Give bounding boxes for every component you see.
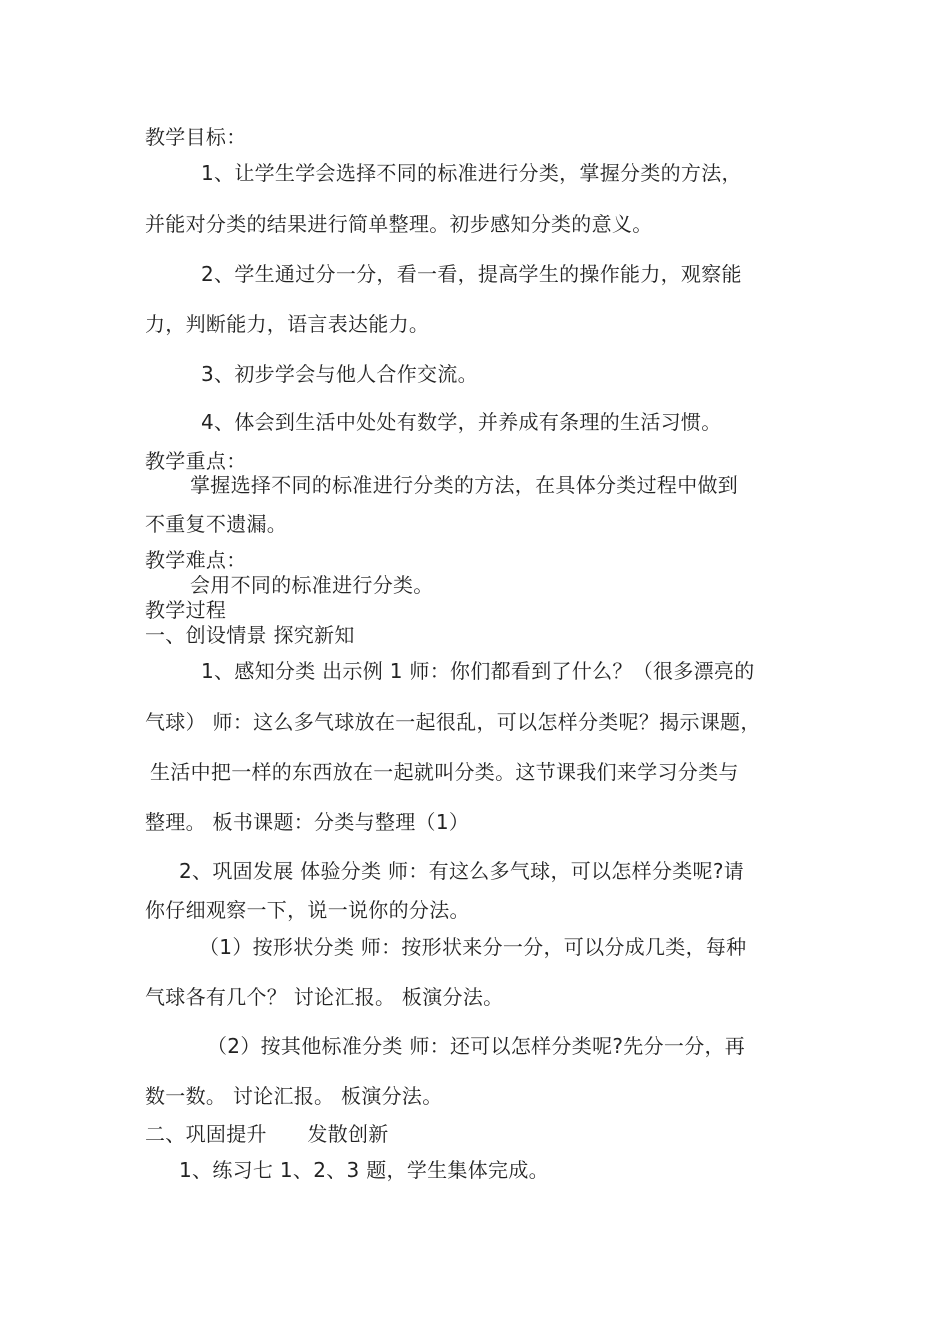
objectives-heading: 教学目标：: [145, 125, 247, 149]
key-point-line1: 掌握选择不同的标准进行分类的方法，在具体分类过程中做到: [190, 473, 739, 497]
objective-2-line2: 力，判断能力，语言表达能力。: [145, 312, 430, 336]
objective-1-line2: 并能对分类的结果进行简单整理。初步感知分类的意义。: [145, 212, 653, 236]
objective-2-line1: 2、学生通过分一分，看一看，提高学生的操作能力，观察能: [201, 262, 742, 286]
step-1-line4: 整理。 板书课题：分类与整理（1）: [145, 810, 470, 834]
step-2a-line1: （1）按形状分类 师：按形状来分一分，可以分成几类，每种: [199, 935, 747, 959]
section-2-heading: 二、巩固提升 发散创新: [145, 1122, 389, 1146]
process-heading: 教学过程: [145, 598, 227, 622]
objective-3: 3、初步学会与他人合作交流。: [201, 362, 478, 386]
key-point-line2: 不重复不遗漏。: [145, 512, 288, 536]
section-1-heading: 一、创设情景 探究新知: [145, 623, 355, 647]
step-2a-line2: 气球各有几个？ 讨论汇报。 板演分法。: [145, 985, 504, 1009]
difficulty-text: 会用不同的标准进行分类。: [190, 573, 434, 597]
practice-1: 1、练习七 1、2、3 题，学生集体完成。: [179, 1158, 549, 1182]
key-point-heading: 教学重点：: [145, 449, 247, 473]
step-1-line1: 1、感知分类 出示例 1 师：你们都看到了什么？（很多漂亮的: [201, 659, 755, 683]
step-2-line2: 你仔细观察一下，说一说你的分法。: [145, 898, 470, 922]
step-1-line2: 气球） 师：这么多气球放在一起很乱，可以怎样分类呢？揭示课题，: [145, 710, 761, 734]
difficulty-heading: 教学难点：: [145, 548, 247, 572]
step-1-line3: 生活中把一样的东西放在一起就叫分类。这节课我们来学习分类与: [150, 760, 739, 784]
objective-1-line1: 1、让学生学会选择不同的标准进行分类，掌握分类的方法，: [201, 161, 742, 185]
step-2b-line1: （2）按其他标准分类 师：还可以怎样分类呢?先分一分，再: [207, 1034, 746, 1058]
step-2-line1: 2、巩固发展 体验分类 师：有这么多气球，可以怎样分类呢?请: [179, 859, 745, 883]
objective-4: 4、体会到生活中处处有数学，并养成有条理的生活习惯。: [201, 410, 722, 434]
step-2b-line2: 数一数。 讨论汇报。 板演分法。: [145, 1084, 443, 1108]
